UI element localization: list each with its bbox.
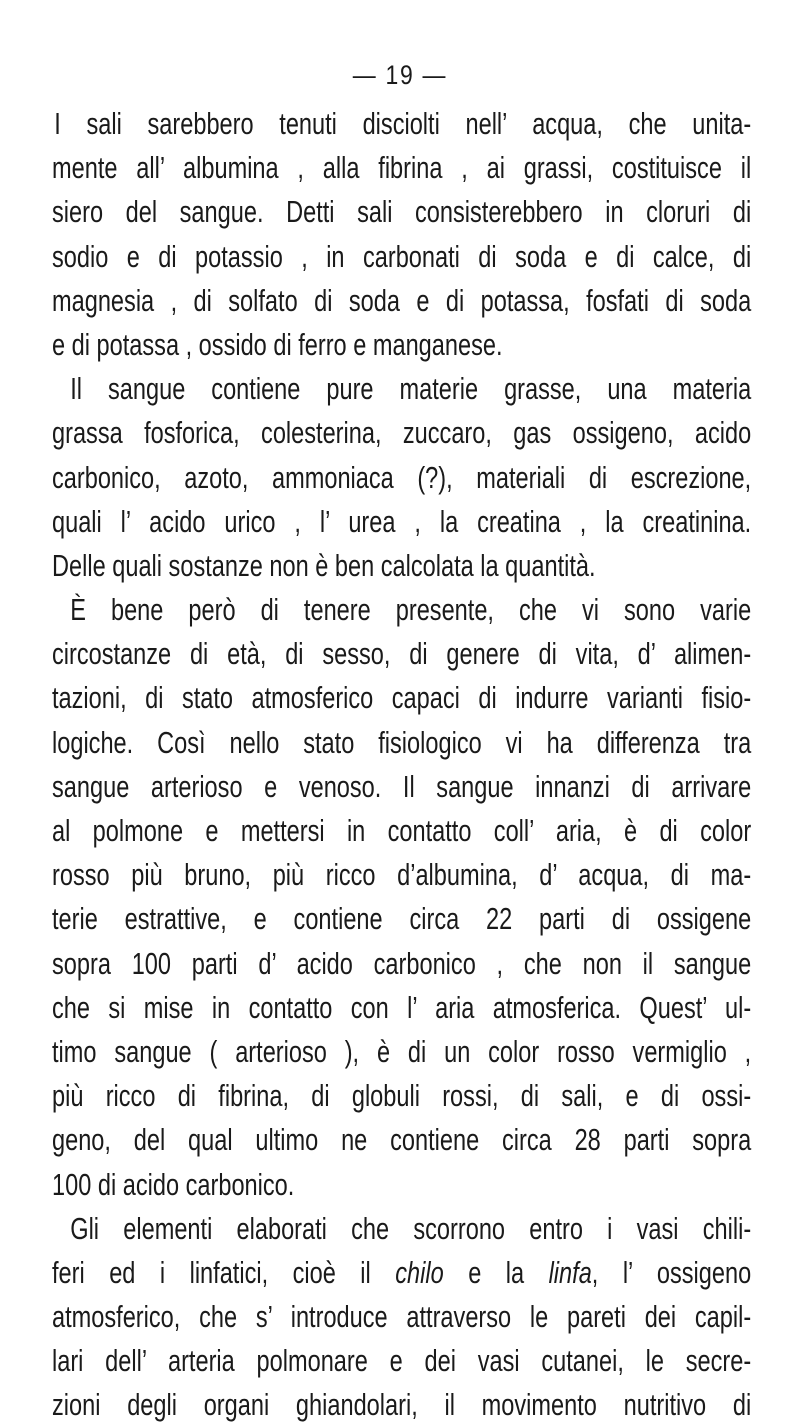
text-segment: feri ed i linfatici, cioè il (52, 1254, 396, 1290)
text-line: atmosferico, che s’ introduce attraverso le pareti dei capil- (52, 1299, 752, 1335)
text-line: geno, del qual ultimo ne contiene circa 28 parti sopra (52, 1122, 752, 1158)
text-line: I sali sarebbero tenuti disciolti nell’ acqua, che unita- (54, 106, 752, 141)
text-line: logiche. Così nello stato fisiologico vi ha differenza tra (52, 724, 752, 760)
text-line: zioni degli organi ghiandolari, il movimento nutritivo di (52, 1387, 752, 1423)
text-line: e di potassa , ossido di ferro e manganese. (52, 326, 503, 362)
text-line: Gli elementi elaborati che scorrono entro i vasi chili- (70, 1210, 752, 1246)
text-line: magnesia , di solfato di soda e di potassa, fosfati di soda (52, 282, 752, 318)
text-line: 100 di acido carbonico. (52, 1166, 295, 1202)
body-text (52, 102, 751, 1428)
text-segment: e la (443, 1254, 549, 1290)
text-line: È bene però di tenere presente, che vi sono varie (70, 592, 752, 628)
page-number: — 19 — (352, 60, 448, 90)
italic-term-linfa: linfa (548, 1254, 592, 1290)
text-line: circostanze di età, di sesso, di genere di vita, d’ alimen- (52, 636, 752, 672)
text-line: terie estrattive, e contiene circa 22 parti di ossigene (52, 901, 752, 937)
text-line: più ricco di fibrina, di globuli rossi, di sali, e di ossi- (52, 1078, 752, 1114)
text-line: lari dell’ arteria polmonare e dei vasi cutanei, le secre- (52, 1343, 752, 1379)
text-line: quali l’ acido urico , l’ urea , la creatina , la creatinina. (52, 503, 752, 539)
text-line: sangue arterioso e venoso. Il sangue innanzi di arrivare (52, 768, 752, 804)
text-line: sopra 100 parti d’ acido carbonico , che non il sangue (52, 945, 752, 981)
text-line: siero del sangue. Detti sali consisterebbero in cloruri di (52, 194, 752, 230)
text-line: rosso più bruno, più ricco d’albumina, d’ acqua, di ma- (52, 857, 752, 893)
text-line: mente all’ albumina , alla fibrina , ai grassi, costituisce il (52, 150, 752, 186)
text-line: Il sangue contiene pure materie grasse, una materia (70, 371, 752, 407)
text-line (52, 1251, 751, 1295)
italic-term-chilo: chilo (395, 1254, 444, 1290)
text-line: tazioni, di stato atmosferico capaci di indurre varianti fisio- (52, 680, 752, 716)
text-line: grassa fosforica, colesterina, zuccaro, gas ossigeno, acido (52, 415, 752, 451)
text-line: timo sangue ( arterioso ), è di un color rosso vermiglio , (52, 1033, 752, 1069)
text-line: carbonico, azoto, ammoniaca (?), materiali di escrezione, (52, 459, 752, 495)
text-line: sodio e di potassio , in carbonati di soda e di calce, di (52, 238, 752, 274)
text-line: al polmone e mettersi in contatto coll’ aria, è di color (52, 813, 752, 848)
text-line: che si mise in contatto con l’ aria atmosferica. Quest’ ul- (52, 989, 752, 1025)
text-line: Delle quali sostanze non è ben calcolata la quantità. (52, 547, 596, 583)
text-segment: , l’ ossigeno (591, 1254, 752, 1290)
